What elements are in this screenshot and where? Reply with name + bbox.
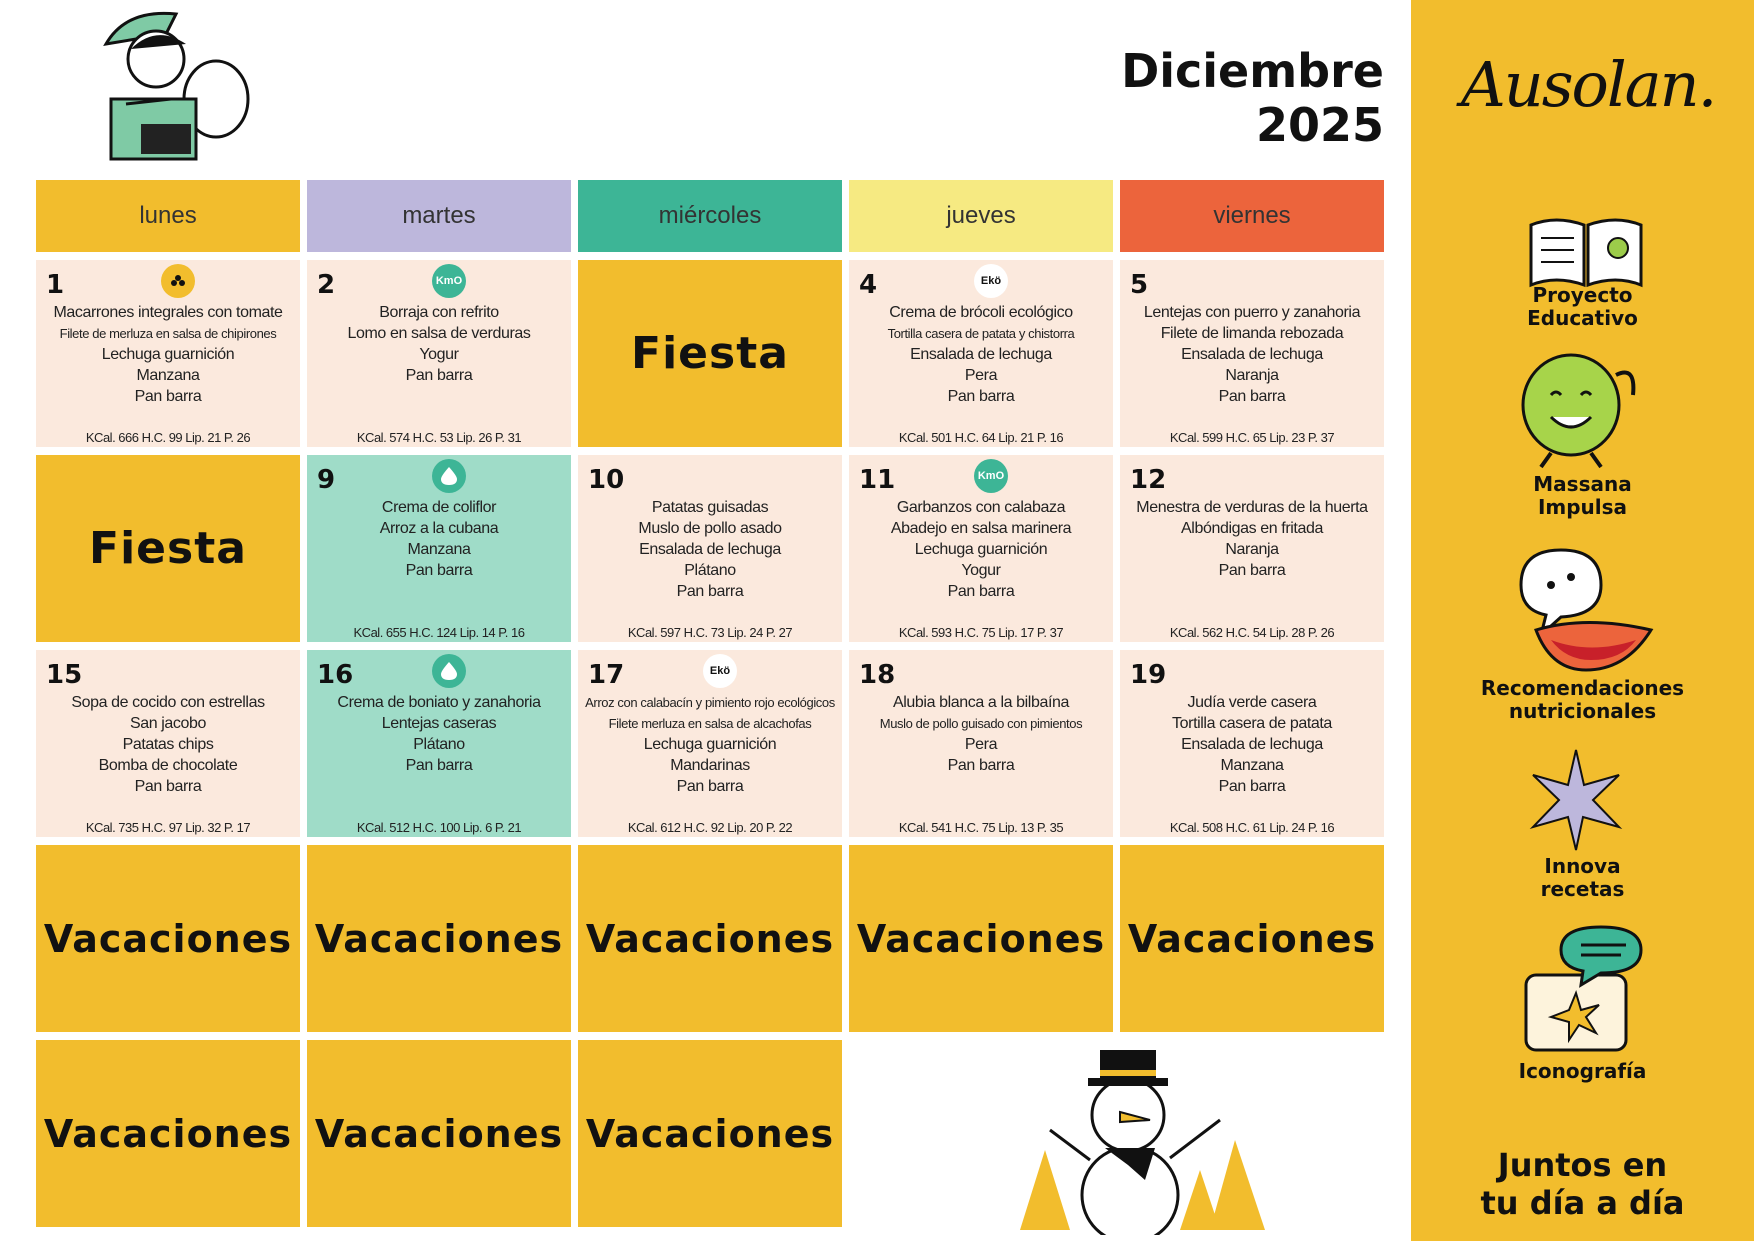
eko-badge: Ekö [974,264,1008,298]
sidebar [1411,0,1754,1241]
menu-item: Pan barra [676,778,744,795]
menu-item: Lentejas caseras [381,715,497,732]
holiday-label: Fiesta [631,328,789,379]
menu-item: Arroz a la cubana [379,520,499,537]
nutrition-info: KCal. 593 H.C. 75 Lip. 17 P. 37 [898,625,1064,640]
menu-item: Pan barra [947,757,1015,774]
day-cell [578,650,842,837]
menu-item: Muslo de pollo guisado con pimientos [879,716,1083,731]
ausolan-logo: Ausolan. [1461,48,1716,121]
menu-item: Pan barra [1218,778,1286,795]
page-title [1121,44,1384,152]
nutrition-info: KCal. 666 H.C. 99 Lip. 21 P. 26 [85,430,251,445]
slogan-line: Juntos en [1497,1146,1668,1184]
vacation-cell [36,845,300,1032]
menu-item: Garbanzos con calabaza [896,499,1066,516]
menu-item: Yogur [961,562,1001,579]
menu-item: Filete de merluza en salsa de chipirones [59,326,277,341]
menu-list [307,692,571,776]
menu-item: Pan barra [1218,562,1286,579]
menu-item: Naranja [1225,367,1279,384]
holiday-label: Fiesta [89,523,247,574]
menu-item: Macarrones integrales con tomate [53,304,283,321]
menu-item: Manzana [1220,757,1284,774]
sidebar-label: recetas [1540,877,1625,901]
slogan-line: tu día a día [1480,1184,1685,1222]
day-cell [307,650,571,837]
vacation-cell [849,845,1113,1032]
menu-list [1120,302,1384,407]
slogan [1411,1146,1754,1222]
menu-item: Lomo en salsa de verduras [347,325,531,342]
day-number: 11 [859,465,896,495]
day-number: 10 [588,465,625,495]
snowman-illustration [1010,1040,1280,1235]
menu-item: Filete merluza en salsa de alcachofas [608,716,812,731]
elf-illustration [86,4,258,174]
menu-item: Plátano [413,736,465,753]
menu-list [578,497,842,602]
day-number: 4 [859,270,878,300]
menu-item: Borraja con refrito [379,304,499,321]
menu-item: Pan barra [947,583,1015,600]
day-number: 9 [317,465,336,495]
vacation-label: Vacaciones [856,916,1106,961]
menu-item: Crema de brócoli ecológico [889,304,1073,321]
drop-icon [432,459,466,493]
sidebar-item-massana-impulsa[interactable] [1411,345,1754,520]
nutrition-info: KCal. 512 H.C. 100 Lip. 6 P. 21 [356,820,522,835]
day-cell [1120,650,1384,837]
vacation-label: Vacaciones [43,916,293,961]
sidebar-label: Educativo [1527,306,1638,330]
menu-item: Yogur [419,346,459,363]
menu-item: Ensalada de lechuga [910,346,1052,363]
menu-item: Pan barra [1218,388,1286,405]
menu-item: Lentejas con puerro y zanahoria [1143,304,1361,321]
menu-list [578,692,842,797]
vacation-label: Vacaciones [43,1111,293,1156]
apple-mascot-icon [1511,345,1651,470]
nutrition-info: KCal. 597 H.C. 73 Lip. 24 P. 27 [627,625,793,640]
menu-list [849,692,1113,776]
menu-item: Ensalada de lechuga [1181,346,1323,363]
menu-item: Judía verde casera [1187,694,1317,711]
menu-list [307,302,571,386]
day-cell [36,260,300,447]
menu-item: Pan barra [676,583,744,600]
menu-item: San jacobo [129,715,207,732]
day-cell [307,455,571,642]
menu-item: Abadejo en salsa marinera [890,520,1072,537]
nutrition-info: KCal. 599 H.C. 65 Lip. 23 P. 37 [1169,430,1335,445]
vacation-cell [578,1040,842,1227]
vacation-label: Vacaciones [585,1111,835,1156]
menu-item: Pan barra [134,778,202,795]
nutrition-info: KCal. 735 H.C. 97 Lip. 32 P. 17 [85,820,251,835]
menu-item: Sopa de cocido con estrellas [71,694,265,711]
sidebar-label: Impulsa [1537,495,1628,519]
vacation-cell [36,1040,300,1227]
menu-item: Pan barra [134,388,202,405]
menu-item: Manzana [136,367,200,384]
title-year: 2025 [1255,98,1384,152]
sidebar-item-proyecto-educativo[interactable] [1411,200,1754,330]
vacation-label: Vacaciones [585,916,835,961]
vacation-label: Vacaciones [314,1111,564,1156]
day-number: 18 [859,660,896,690]
menu-list [1120,497,1384,581]
vacation-label: Vacaciones [314,916,564,961]
menu-item: Tortilla casera de patata [1172,715,1332,732]
holiday-cell [578,260,842,447]
menu-item: Albóndigas en fritada [1181,520,1323,537]
eko-badge: Ekö [703,654,737,688]
weekday-header-viernes: viernes [1120,180,1384,252]
menu-item: Mandarinas [670,757,750,774]
day-number: 12 [1130,465,1167,495]
day-number: 19 [1130,660,1167,690]
menu-item: Crema de boniato y zanahoria [337,694,541,711]
day-number: 17 [588,660,625,690]
sidebar-item-innova-recetas[interactable] [1411,745,1754,905]
menu-item: Pera [964,367,998,384]
chat-card-icon [1521,925,1661,1055]
flower-icon [161,264,195,298]
nutrition-info: KCal. 562 H.C. 54 Lip. 28 P. 26 [1169,625,1335,640]
menu-item: Plátano [684,562,736,579]
menu-item: Lechuga guarnición [101,346,235,363]
drop-icon [432,654,466,688]
weekday-header-lunes: lunes [36,180,300,252]
kmo-badge: KmO [432,264,466,298]
menu-item: Pan barra [405,757,473,774]
vacation-cell [307,1040,571,1227]
menu-list [36,302,300,407]
day-cell [578,455,842,642]
menu-list [849,302,1113,407]
menu-item: Ensalada de lechuga [639,541,781,558]
day-number: 16 [317,660,354,690]
menu-item: Arroz con calabacín y pimiento rojo ecológicos [585,695,835,710]
sidebar-item-iconografia[interactable] [1411,925,1754,1090]
menu-item: Filete de limanda rebozada [1160,325,1344,342]
sidebar-label: nutricionales [1508,699,1657,723]
menu-item: Muslo de pollo asado [638,520,782,537]
book-icon [1526,210,1646,290]
menu-item: Menestra de verduras de la huerta [1136,499,1368,516]
nutrition-info: KCal. 612 H.C. 92 Lip. 20 P. 22 [627,820,793,835]
day-cell [1120,455,1384,642]
asterisk-icon [1521,745,1631,855]
day-number: 2 [317,270,336,300]
vacation-cell [1120,845,1384,1032]
speech-bubble-icon [1506,545,1656,675]
sidebar-label: Recomendaciones [1480,676,1685,700]
sidebar-label: Proyecto [1532,283,1633,307]
menu-list [36,692,300,797]
menu-list [307,497,571,581]
day-cell [849,260,1113,447]
day-cell [36,650,300,837]
vacation-cell [307,845,571,1032]
day-cell [1120,260,1384,447]
holiday-cell [36,455,300,642]
menu-item: Crema de coliflor [381,499,497,516]
vacation-cell [578,845,842,1032]
nutrition-info: KCal. 541 H.C. 75 Lip. 13 P. 35 [898,820,1064,835]
menu-item: Ensalada de lechuga [1181,736,1323,753]
menu-item: Tortilla casera de patata y chistorra [887,326,1075,341]
weekday-header-miercoles: miércoles [578,180,842,252]
menu-list [849,497,1113,602]
menu-item: Lechuga guarnición [643,736,777,753]
menu-item: Lechuga guarnición [914,541,1048,558]
nutrition-info: KCal. 508 H.C. 61 Lip. 24 P. 16 [1169,820,1335,835]
menu-item: Manzana [407,541,471,558]
day-number: 1 [46,270,65,300]
weekday-header-jueves: jueves [849,180,1113,252]
sidebar-label: Iconografía [1518,1059,1647,1083]
day-cell [849,650,1113,837]
nutrition-info: KCal. 501 H.C. 64 Lip. 21 P. 16 [898,430,1064,445]
menu-list [1120,692,1384,797]
menu-item: Pan barra [405,367,473,384]
menu-item: Bomba de chocolate [98,757,238,774]
menu-item: Alubia blanca a la bilbaína [892,694,1069,711]
day-number: 15 [46,660,83,690]
sidebar-label: Massana [1533,472,1632,496]
menu-item: Patatas guisadas [651,499,769,516]
day-number: 5 [1130,270,1149,300]
menu-item: Patatas chips [122,736,214,753]
menu-item: Pan barra [947,388,1015,405]
weekday-header-martes: martes [307,180,571,252]
sidebar-item-recomendaciones[interactable] [1411,545,1754,730]
nutrition-info: KCal. 574 H.C. 53 Lip. 26 P. 31 [356,430,522,445]
title-month: Diciembre [1121,44,1384,98]
day-cell [307,260,571,447]
vacation-label: Vacaciones [1127,916,1377,961]
menu-item: Pera [964,736,998,753]
sidebar-label: Innova [1544,854,1621,878]
menu-item: Pan barra [405,562,473,579]
kmo-badge: KmO [974,459,1008,493]
day-cell [849,455,1113,642]
menu-item: Naranja [1225,541,1279,558]
nutrition-info: KCal. 655 H.C. 124 Lip. 14 P. 16 [353,625,525,640]
